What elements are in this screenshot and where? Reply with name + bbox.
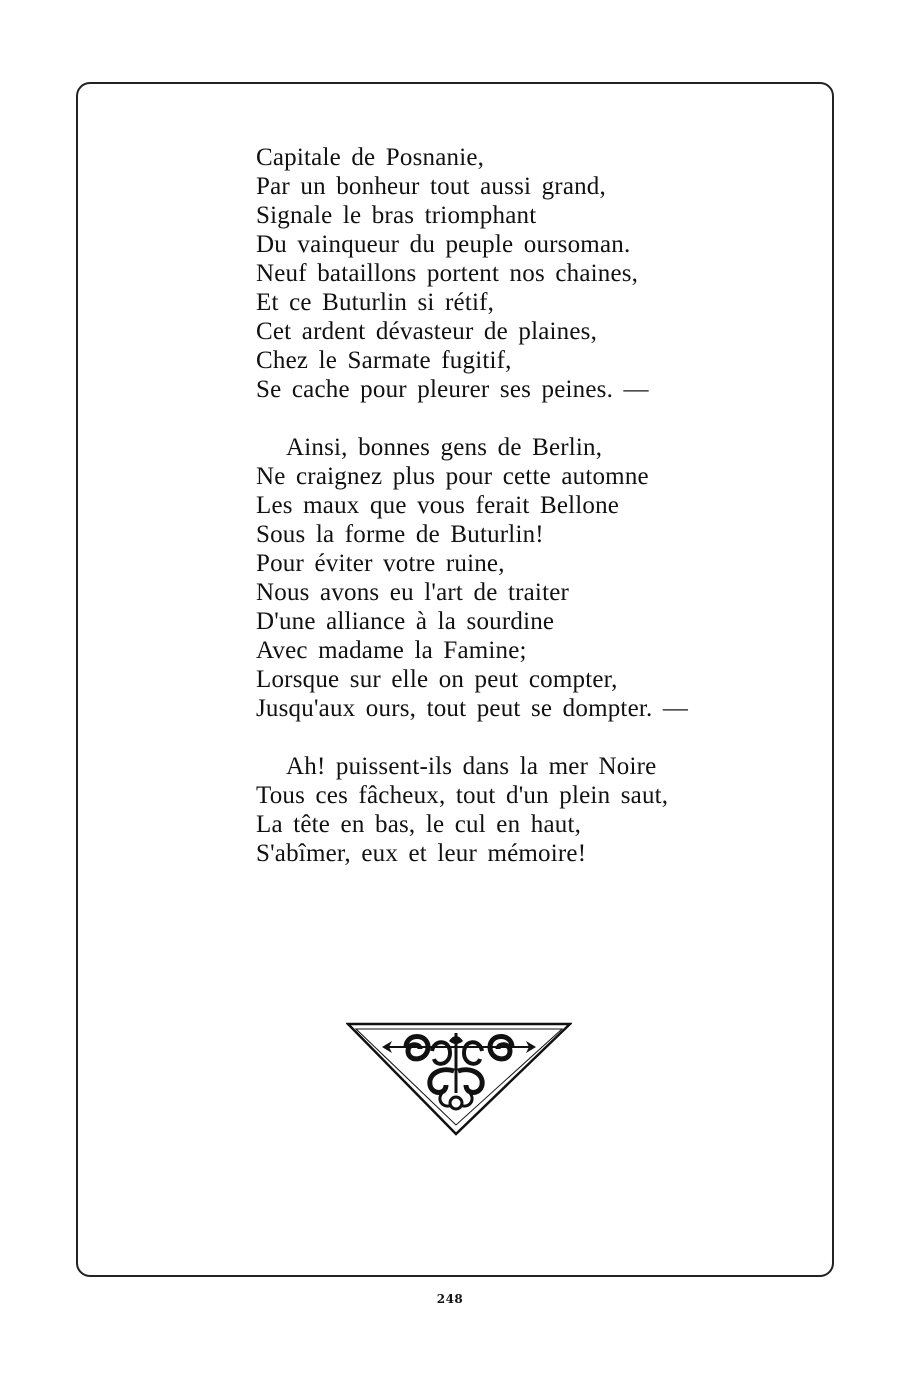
stanza-2 [256,433,816,723]
poem-line: Nous avons eu l'art de traiter [256,579,570,606]
page-number: 248 [436,1292,464,1306]
poem-line: Signale le bras triomphant [256,202,537,229]
poem-line: Jusqu'aux ours, tout peut se dompter. — [256,695,689,722]
poem-line: Capitale de Posnanie, [256,144,485,171]
poem-line: Ah! puissent-ils dans la mer Noire [286,753,657,780]
poem-line: Lorsque sur elle on peut compter, [256,666,618,693]
stanza-1 [256,143,816,404]
poem-line: Cet ardent dévasteur de plaines, [256,318,598,345]
poem-line: D'une alliance à la sourdine [256,608,555,635]
poem-line: Se cache pour pleurer ses peines. — [256,376,649,403]
poem-line: Les maux que vous ferait Bellone [256,492,620,519]
poem-line: Par un bonheur tout aussi grand, [256,173,606,200]
stanza-3 [256,752,816,868]
poem-line: Avec madame la Famine; [256,637,527,664]
poem-line: La tête en bas, le cul en haut, [256,811,582,838]
poem-text [256,143,816,897]
poem-line: Tous ces fâcheux, tout d'un plein saut, [256,782,669,809]
poem-line: Chez le Sarmate fugitif, [256,347,512,374]
poem-line: Neuf bataillons portent nos chaines, [256,260,639,287]
triangular-ornament-icon [346,1021,572,1137]
poem-line: Ne craignez plus pour cette automne [256,463,649,490]
poem-line: Sous la forme de Buturlin! [256,521,544,548]
poem-line: Ainsi, bonnes gens de Berlin, [286,434,603,461]
poem-line: Et ce Buturlin si rétif, [256,289,495,316]
poem-line: Du vainqueur du peuple oursoman. [256,231,631,258]
poem-line: Pour éviter votre ruine, [256,550,505,577]
poem-line: S'abîmer, eux et leur mémoire! [256,840,587,867]
